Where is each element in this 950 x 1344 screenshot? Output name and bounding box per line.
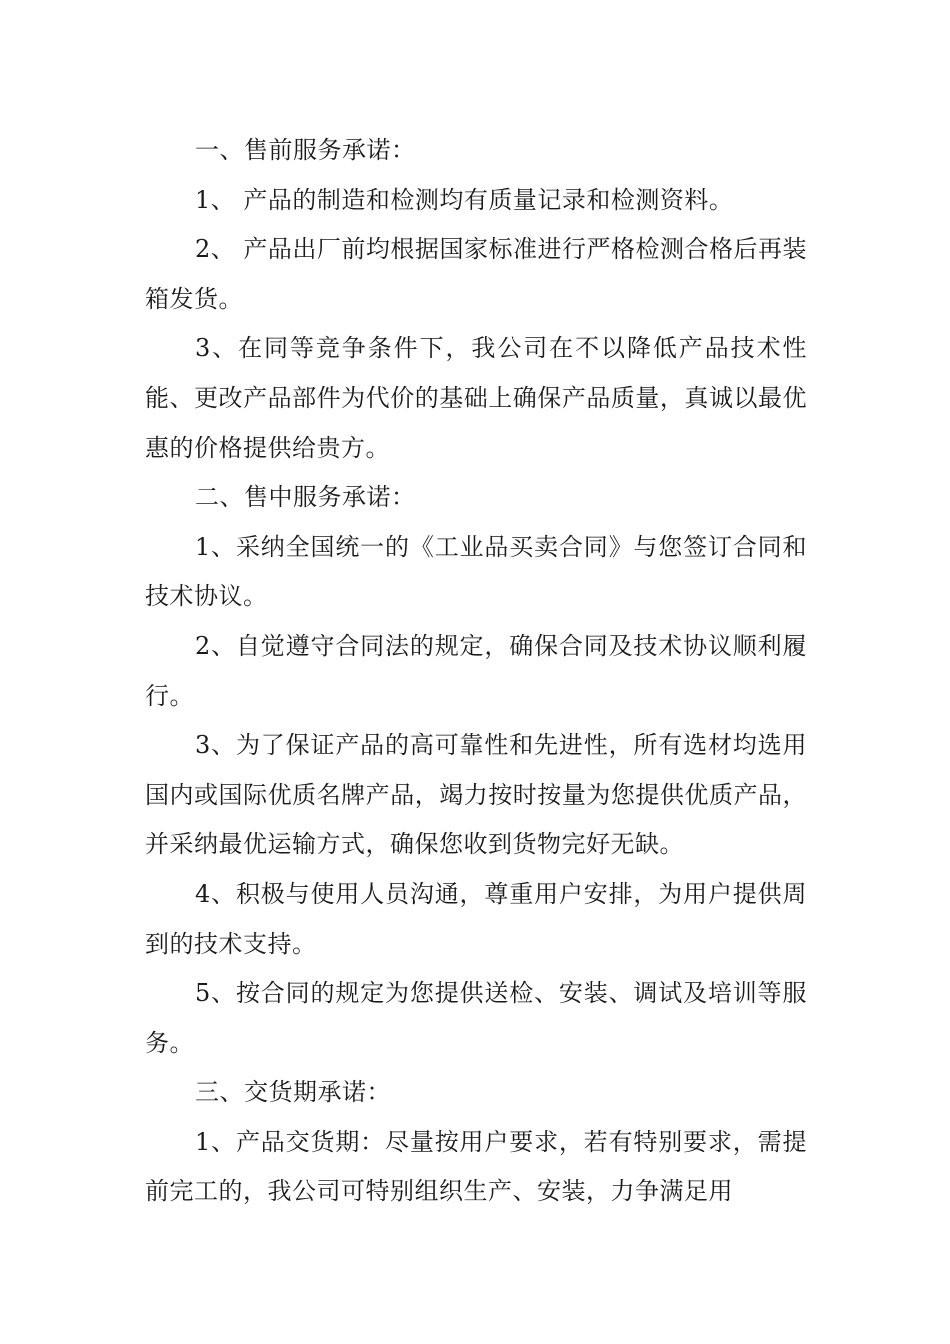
in-sale-item-3: 3、为了保证产品的高可靠性和先进性，所有选材均选用国内或国际优质名牌产品，竭力按时按量为您提供优质产品，并采纳最优运输方式，确保您收到货物完好无缺。 bbox=[145, 731, 807, 859]
in-sale-item-1: 1、采纳全国统一的《工业品买卖合同》与您签订合同和技术协议。 bbox=[145, 532, 807, 611]
delivery-item-1: 1、产品交货期：尽量按用户要求，若有特别要求，需提前完工的，我公司可特别组织生产、安装，力争满足用 bbox=[145, 1127, 807, 1206]
in-sale-item-4: 4、积极与使用人员沟通，尊重用户安排，为用户提供周到的技术支持。 bbox=[145, 879, 807, 958]
section-heading-delivery: 三、交货期承诺： bbox=[195, 1078, 391, 1107]
in-sale-item-2: 2、自觉遵守合同法的规定，确保合同及技术协议顺利履行。 bbox=[145, 631, 807, 710]
pre-sale-item-2: 2、 产品出厂前均根据国家标准进行严格检测合格后再装箱发货。 bbox=[145, 235, 807, 313]
document-body bbox=[145, 126, 807, 1217]
section-heading-pre-sale: 一、售前服务承诺： bbox=[195, 136, 416, 164]
pre-sale-item-3: 3、在同等竞争条件下，我公司在不以降低产品技术性能、更改产品部件为代价的基础上确保产品质量，真诚以最优惠的价格提供给贵方。 bbox=[145, 334, 807, 462]
pre-sale-item-1: 1、 产品的制造和检测均有质量记录和检测资料。 bbox=[195, 185, 734, 214]
section-heading-in-sale: 二、售中服务承诺： bbox=[195, 483, 416, 512]
in-sale-item-5: 5、按合同的规定为您提供送检、安装、调试及培训等服务。 bbox=[145, 979, 807, 1057]
